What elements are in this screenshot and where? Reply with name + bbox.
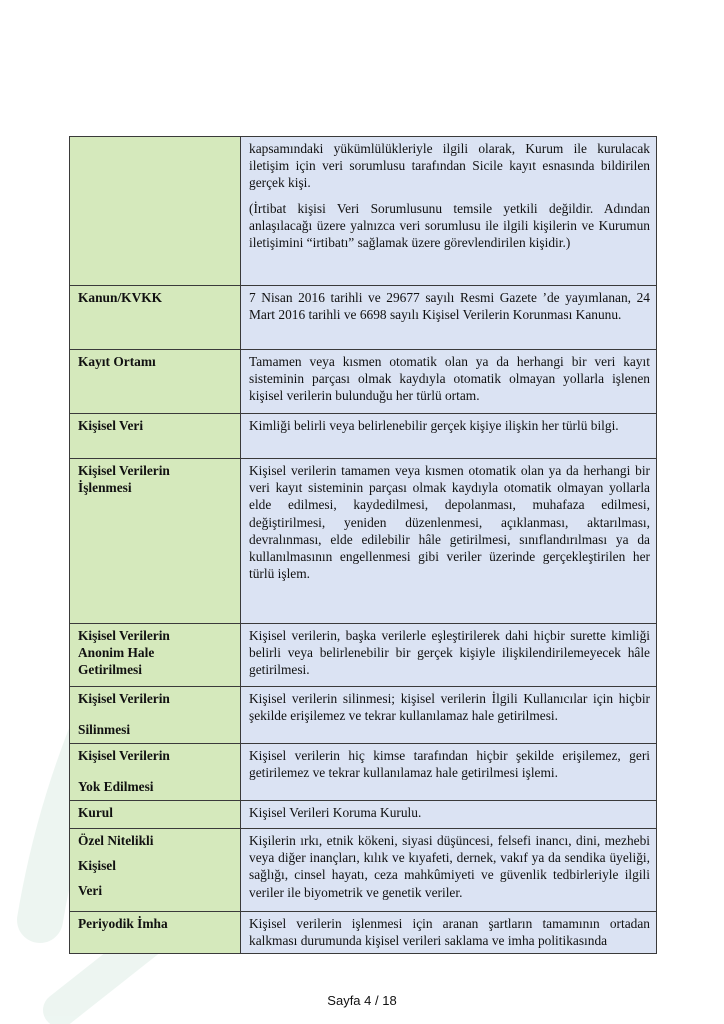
definition-description [241,459,657,624]
definition-paragraph: Kişisel verilerin, başka verilerle eşleştirilerek dahi hiçbir surette kimliği belirli veya belirlenebilir bir gerçek kişiyle ilişkilendirilemeyecek hâle getirilmesi. [249,628,650,678]
definition-paragraph: Kimliği belirli veya belirlenebilir gerçek kişiye ilişkin her türlü bilgi. [249,418,619,433]
definition-row [70,744,657,801]
definition-term [70,459,241,624]
definition-term-line: Kişisel Verilerin [78,691,170,706]
definition-description [241,286,657,350]
definition-term [70,744,241,801]
definitions-table [69,136,657,954]
definition-description [241,801,657,829]
definition-term-line: Anonim Hale [78,645,155,661]
definition-paragraph: Tamamen veya kısmen otomatik olan ya da herhangi bir veri kayıt sisteminin parçası olmak kaydıyla otomatik olmayan yollarla işlenen kişisel verilerin bulunduğu her türlü ortam. [249,354,650,404]
definition-row [70,687,657,744]
definition-description [241,137,657,286]
definition-term [70,624,241,687]
definition-row [70,286,657,350]
page-number: Sayfa 4 / 18 [327,993,397,1008]
definition-row [70,414,657,459]
definition-term-line: Kayıt Ortamı [78,354,156,369]
definition-row [70,624,657,687]
definition-paragraph: Kişisel verilerin tamamen veya kısmen otomatik olan ya da herhangi bir veri kayıt sisteminin parçası olmak kaydıyla otomatik olmayan yollarla elde edilmesi, kaydedilmesi, depolanması, muhafaza edilmesi, değiştirilmesi, yeniden düzenlenmesi, açıklanması, aktarılması, devralınması, elde edilebilir hâle getirilmesi, sınıflandırılması ya da kullanılmasının engellenmesi gibi veriler üzerinde gerçekleştirilen her türlü işlem. [249,463,650,582]
definition-paragraph: Kişisel verilerin silinmesi; kişisel verilerin İlgili Kullanıcılar için hiçbir şekilde erişilemez ve tekrar kullanılamaz hale getirilmesi. [249,691,650,724]
definition-term-line: Kişisel Verilerin [78,463,170,478]
definition-description [241,624,657,687]
definition-paragraph: Kişisel verilerin işlenmesi için aranan şartların tamamının ortadan kalkması durumunda kişisel verileri saklama ve imha politikasında [249,916,650,949]
definition-term-line: Kurul [78,805,113,820]
definition-term [70,414,241,459]
definition-term [70,829,241,912]
definition-term-line: Kişisel Veri [78,418,144,433]
definition-term [70,286,241,350]
definition-description [241,744,657,801]
definition-term-line: Yok Edilmesi [78,779,154,795]
definition-term-line: Kişisel [78,858,116,874]
definition-term [70,912,241,954]
definition-term-line: İşlenmesi [78,480,132,496]
definition-row [70,801,657,829]
definition-paragraph: (İrtibat kişisi Veri Sorumlusunu temsile yetkili değildir. Adından anlaşılacağı üzere yalnızca veri sorumlusu ile ilgili kişilerin ve Kurumun iletişimini “irtibatı” sağlamak üzere görevlendirilen kişidir.) [249,200,650,251]
definition-term-line: Getirilmesi [78,662,142,678]
definition-paragraph: 7 Nisan 2016 tarihli ve 29677 sayılı Resmi Gazete ’de yayımlanan, 24 Mart 2016 tarihli ve 6698 sayılı Kişisel Verilerin Korunması Kanunu. [249,290,650,323]
definition-term-line: Kişisel Verilerin [78,628,170,643]
definition-term [70,137,241,286]
definition-term-line: Silinmesi [78,722,131,738]
definition-row [70,459,657,624]
definition-paragraph: Kişilerin ırkı, etnik kökeni, siyasi düşüncesi, felsefi inancı, dini, mezhebi veya diğer inançları, kılık ve kıyafeti, dernek, vakıf ya da sendika üyeliği, sağlığı, cinsel hayatı, ceza mahkûmiyeti ve güvenlik tedbirleriyle ilgili veriler ile biyometrik ve genetik veriler. [249,833,650,900]
definition-row [70,350,657,414]
definition-row [70,912,657,954]
definition-paragraph: kapsamındaki yükümlülükleriyle ilgili olarak, Kurum ile kurulacak iletişim için veri sorumlusu tarafından Sicile kayıt esnasında bildirilen gerçek kişi. [249,141,650,191]
definition-row [70,829,657,912]
definition-paragraph: Kişisel verilerin hiç kimse tarafından hiçbir şekilde erişilemez, geri getirilemez ve tekrar kullanılamaz hale getirilmesi işlemi. [249,748,650,781]
definition-term-line: Veri [78,883,103,899]
definition-description [241,414,657,459]
definition-term-line: Kanun/KVKK [78,290,163,305]
definition-paragraph: Kişisel Verileri Koruma Kurulu. [249,805,422,820]
definition-term-line: Özel Nitelikli [78,833,154,848]
definition-description [241,829,657,912]
definition-row [70,137,657,286]
definition-description [241,912,657,954]
definition-term [70,350,241,414]
definition-description [241,687,657,744]
definition-term-line: Kişisel Verilerin [78,748,170,763]
definition-term-line: Periyodik İmha [78,916,168,931]
definition-term [70,801,241,829]
definition-description [241,350,657,414]
definition-term [70,687,241,744]
